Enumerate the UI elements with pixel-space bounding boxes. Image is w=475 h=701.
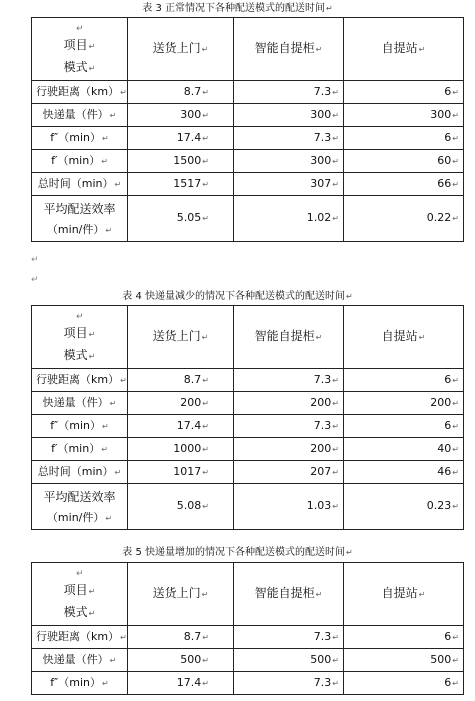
table-cell: 200↵ bbox=[128, 392, 234, 415]
table-cell: 1000↵ bbox=[128, 438, 234, 461]
table-caption: 表 4 快递量减少的情况下各种配送模式的配送时间↵ bbox=[122, 291, 353, 302]
row-label: 总时间（min）↵ bbox=[32, 173, 128, 196]
table-header-row bbox=[32, 18, 464, 81]
table-cell: 307↵ bbox=[234, 173, 344, 196]
table-cell: 7.3↵ bbox=[234, 81, 344, 104]
table-cell: 7.3↵ bbox=[234, 369, 344, 392]
row-label: 总时间（min）↵ bbox=[32, 461, 128, 484]
header-col: 智能自提柜↵ bbox=[234, 18, 344, 81]
delivery-time-table bbox=[31, 562, 464, 695]
table-cell: 0.23↵ bbox=[344, 484, 464, 530]
header-col: 智能自提柜↵ bbox=[234, 306, 344, 369]
row-label: f′（min）↵ bbox=[32, 150, 128, 173]
table-row-efficiency bbox=[32, 196, 464, 242]
table-cell: 500↵ bbox=[234, 649, 344, 672]
table-row bbox=[32, 672, 464, 695]
table-row bbox=[32, 150, 464, 173]
table-cell: 5.05↵ bbox=[128, 196, 234, 242]
table-header-row bbox=[32, 306, 464, 369]
row-label: f″（min）↵ bbox=[32, 415, 128, 438]
row-label: f″（min）↵ bbox=[32, 127, 128, 150]
table-cell: 300↵ bbox=[234, 150, 344, 173]
table-cell: 7.3↵ bbox=[234, 626, 344, 649]
table-cell: 1.03↵ bbox=[234, 484, 344, 530]
table-cell: 1.02↵ bbox=[234, 196, 344, 242]
table-row-efficiency bbox=[32, 484, 464, 530]
table-row bbox=[32, 626, 464, 649]
row-label: 平均配送效率 （min/件）↵ bbox=[32, 196, 128, 242]
header-col: 自提站↵ bbox=[344, 563, 464, 626]
table-cell: 500↵ bbox=[128, 649, 234, 672]
header-col: 送货上门↵ bbox=[128, 18, 234, 81]
table-cell: 7.3↵ bbox=[234, 672, 344, 695]
header-col: 自提站↵ bbox=[344, 306, 464, 369]
table-cell: 200↵ bbox=[234, 438, 344, 461]
table-row bbox=[32, 127, 464, 150]
table-caption: 表 5 快递量增加的情况下各种配送模式的配送时间↵ bbox=[122, 547, 353, 558]
table-cell: 200↵ bbox=[344, 392, 464, 415]
table-row bbox=[32, 438, 464, 461]
row-label: 行驶距离（km）↵ bbox=[32, 81, 128, 104]
table-cell: 7.3↵ bbox=[234, 415, 344, 438]
row-label: f′（min）↵ bbox=[32, 438, 128, 461]
paragraph-mark: ↵ bbox=[31, 255, 39, 265]
table-row bbox=[32, 173, 464, 196]
table-cell: 17.4↵ bbox=[128, 672, 234, 695]
table-cell: 207↵ bbox=[234, 461, 344, 484]
table-cell: 1517↵ bbox=[128, 173, 234, 196]
delivery-time-table bbox=[31, 305, 464, 530]
table-cell: 300↵ bbox=[128, 104, 234, 127]
table-cell: 40↵ bbox=[344, 438, 464, 461]
header-col: 送货上门↵ bbox=[128, 563, 234, 626]
table-row bbox=[32, 649, 464, 672]
row-label: 行驶距离（km）↵ bbox=[32, 369, 128, 392]
header-col: 智能自提柜↵ bbox=[234, 563, 344, 626]
header-col: 自提站↵ bbox=[344, 18, 464, 81]
table-cell: 6↵ bbox=[344, 672, 464, 695]
table-cell: 500↵ bbox=[344, 649, 464, 672]
row-label: 快递量（件）↵ bbox=[32, 104, 128, 127]
header-item-mode-cell: ↵ 项目↵ 模式↵ bbox=[32, 306, 128, 369]
row-label: 行驶距离（km）↵ bbox=[32, 626, 128, 649]
table-cell: 5.08↵ bbox=[128, 484, 234, 530]
table-cell: 0.22↵ bbox=[344, 196, 464, 242]
table-cell: 6↵ bbox=[344, 127, 464, 150]
table-cell: 300↵ bbox=[234, 104, 344, 127]
delivery-time-table bbox=[31, 17, 464, 242]
table-caption: 表 3 正常情况下各种配送模式的配送时间↵ bbox=[142, 3, 333, 14]
table-row bbox=[32, 415, 464, 438]
header-item-mode-cell: ↵ 项目↵ 模式↵ bbox=[32, 563, 128, 626]
table-cell: 66↵ bbox=[344, 173, 464, 196]
table-row bbox=[32, 104, 464, 127]
table-cell: 46↵ bbox=[344, 461, 464, 484]
row-label: 快递量（件）↵ bbox=[32, 392, 128, 415]
table-cell: 1017↵ bbox=[128, 461, 234, 484]
row-label: 快递量（件）↵ bbox=[32, 649, 128, 672]
table-cell: 8.7↵ bbox=[128, 369, 234, 392]
table-cell: 200↵ bbox=[234, 392, 344, 415]
table-row bbox=[32, 392, 464, 415]
header-col: 送货上门↵ bbox=[128, 306, 234, 369]
table-cell: 60↵ bbox=[344, 150, 464, 173]
paragraph-mark: ↵ bbox=[31, 275, 39, 285]
row-label: f″（min）↵ bbox=[32, 672, 128, 695]
table-cell: 8.7↵ bbox=[128, 626, 234, 649]
table-cell: 17.4↵ bbox=[128, 127, 234, 150]
table-header-row bbox=[32, 563, 464, 626]
table-cell: 6↵ bbox=[344, 369, 464, 392]
table-cell: 8.7↵ bbox=[128, 81, 234, 104]
header-item-mode-cell: ↵ 项目↵ 模式↵ bbox=[32, 18, 128, 81]
table-row bbox=[32, 369, 464, 392]
table-cell: 6↵ bbox=[344, 415, 464, 438]
table-cell: 1500↵ bbox=[128, 150, 234, 173]
table-cell: 6↵ bbox=[344, 81, 464, 104]
table-row bbox=[32, 461, 464, 484]
row-label: 平均配送效率 （min/件）↵ bbox=[32, 484, 128, 530]
table-cell: 300↵ bbox=[344, 104, 464, 127]
table-cell: 7.3↵ bbox=[234, 127, 344, 150]
table-cell: 6↵ bbox=[344, 626, 464, 649]
table-row bbox=[32, 81, 464, 104]
table-cell: 17.4↵ bbox=[128, 415, 234, 438]
